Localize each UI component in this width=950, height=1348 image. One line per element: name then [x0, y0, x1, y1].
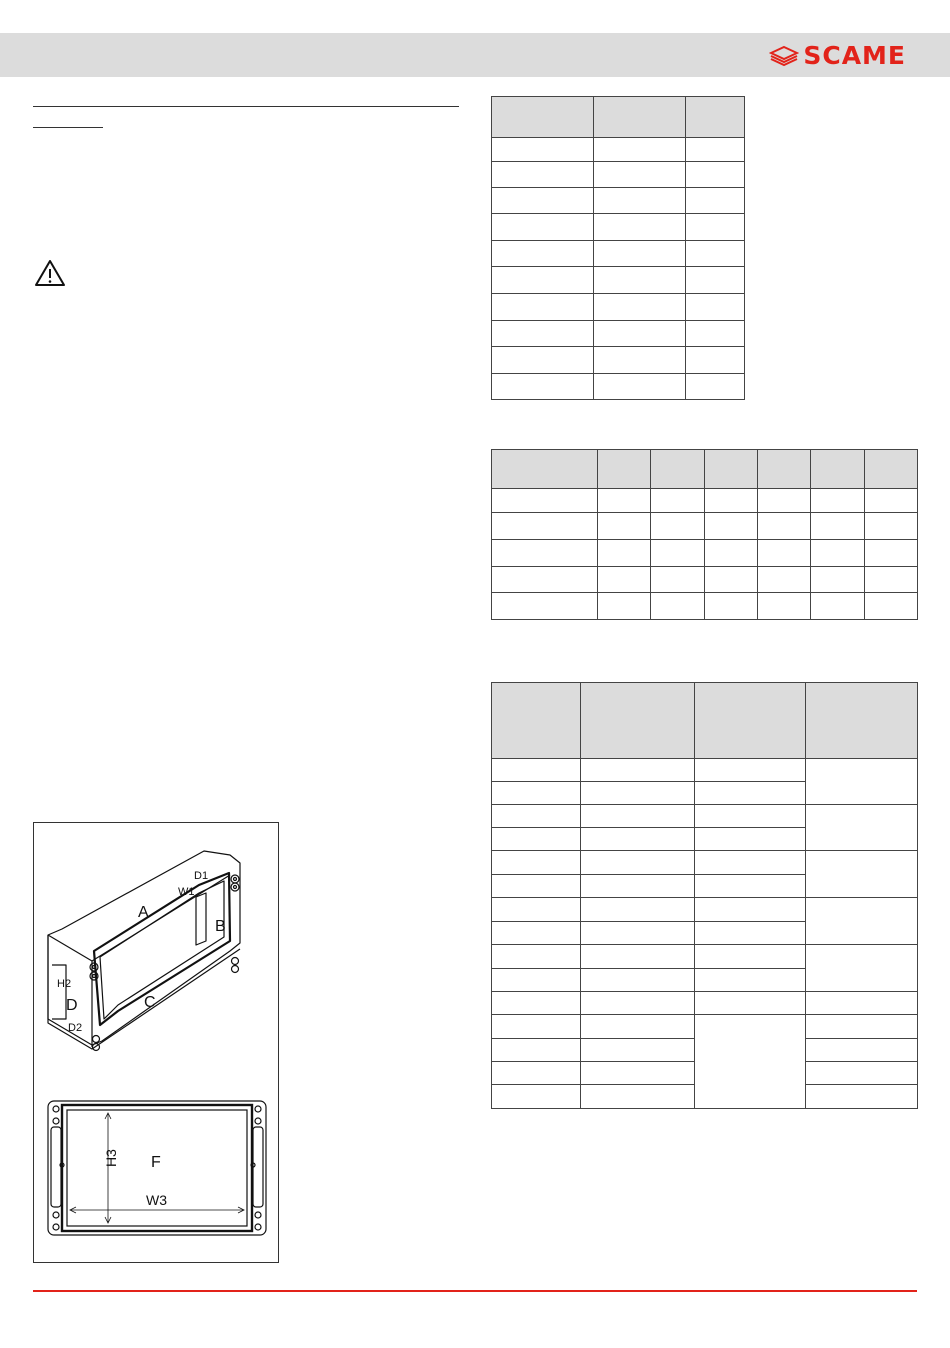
table-row — [492, 138, 745, 162]
table-cell — [686, 374, 745, 400]
table-cell — [581, 782, 694, 805]
brand-logo — [769, 43, 906, 69]
table-cell — [492, 945, 581, 969]
table-cell — [805, 1039, 917, 1062]
table-3 — [491, 682, 918, 1109]
table-cell — [704, 540, 757, 567]
table-cell — [686, 347, 745, 374]
table-cell — [594, 241, 686, 267]
label-w1: W1 — [178, 886, 195, 898]
table-cell — [581, 898, 694, 922]
table-cell — [492, 1015, 581, 1039]
table-cell — [492, 1062, 581, 1085]
table-cell — [594, 294, 686, 321]
table-row — [492, 374, 745, 400]
table-row — [492, 489, 918, 513]
table-cell — [805, 1062, 917, 1085]
enclosure-plan-labels — [103, 1149, 167, 1208]
table-cell — [597, 513, 650, 540]
table-1-header-cell — [594, 97, 686, 138]
warning-triangle-icon — [34, 259, 66, 287]
table-cell — [594, 321, 686, 347]
table-cell — [805, 851, 917, 898]
table-cell — [581, 805, 694, 828]
table-2-header-cell — [492, 450, 598, 489]
table-cell — [757, 513, 810, 540]
table-cell — [594, 138, 686, 162]
table-cell — [805, 1015, 917, 1039]
table-cell — [805, 945, 917, 992]
table-cell — [704, 513, 757, 540]
brand-logo-icon — [769, 45, 799, 67]
table-cell — [492, 875, 581, 898]
table-cell — [594, 188, 686, 214]
table-cell — [581, 851, 694, 875]
table-cell — [594, 214, 686, 241]
table-cell — [686, 214, 745, 241]
table-cell — [492, 851, 581, 875]
table-3-header-cell — [492, 683, 581, 759]
table-2-header-cell — [704, 450, 757, 489]
table-cell — [651, 489, 704, 513]
table-cell — [492, 969, 581, 992]
table-cell — [492, 513, 598, 540]
enclosure-drawing — [34, 823, 278, 1262]
table-cell — [864, 593, 917, 620]
table-cell — [864, 513, 917, 540]
table-cell — [492, 241, 594, 267]
label-f: F — [151, 1154, 161, 1171]
table-cell — [686, 241, 745, 267]
table-cell — [492, 992, 581, 1015]
table-row — [492, 759, 918, 782]
table-row — [492, 945, 918, 969]
label-a: A — [138, 904, 149, 921]
table-cell — [805, 759, 917, 805]
table-cell — [492, 922, 581, 945]
table-2-header-cell — [811, 450, 864, 489]
table-3-header-cell — [694, 683, 805, 759]
table-3-header-cell — [805, 683, 917, 759]
table-row — [492, 898, 918, 922]
table-cell — [694, 1015, 805, 1109]
table-cell — [594, 162, 686, 188]
table-cell — [492, 347, 594, 374]
table-cell — [581, 1015, 694, 1039]
table-row — [492, 162, 745, 188]
table-cell — [704, 489, 757, 513]
table-row — [492, 992, 918, 1015]
table-cell — [686, 294, 745, 321]
table-cell — [597, 567, 650, 593]
table-cell — [757, 540, 810, 567]
table-cell — [581, 1085, 694, 1109]
table-cell — [805, 898, 917, 945]
table-cell — [811, 567, 864, 593]
table-cell — [581, 945, 694, 969]
table-cell — [597, 593, 650, 620]
table-cell — [492, 374, 594, 400]
table-cell — [811, 489, 864, 513]
table-row — [492, 851, 918, 875]
table-cell — [805, 805, 917, 851]
table-cell — [694, 875, 805, 898]
footer-rule — [33, 1290, 917, 1292]
label-b: B — [215, 918, 226, 935]
table-cell — [694, 828, 805, 851]
table-cell — [811, 593, 864, 620]
table-cell — [757, 567, 810, 593]
table-cell — [864, 567, 917, 593]
table-cell — [581, 992, 694, 1015]
table-cell — [811, 513, 864, 540]
label-h2: H2 — [57, 978, 72, 990]
table-2-header-cell — [757, 450, 810, 489]
table-row — [492, 805, 918, 828]
label-c: C — [144, 994, 156, 1011]
table-cell — [492, 805, 581, 828]
table-cell — [492, 138, 594, 162]
table-cell — [686, 138, 745, 162]
table-cell — [805, 992, 917, 1015]
table-row — [492, 567, 918, 593]
table-row — [492, 294, 745, 321]
table-cell — [694, 922, 805, 945]
table-row — [492, 1015, 918, 1039]
table-row — [492, 513, 918, 540]
table-2 — [491, 449, 918, 620]
table-row — [492, 241, 745, 267]
table-1-header-cell — [686, 97, 745, 138]
table-cell — [651, 513, 704, 540]
table-1-header-cell — [492, 97, 594, 138]
table-cell — [492, 162, 594, 188]
table-cell — [581, 1039, 694, 1062]
table-cell — [686, 267, 745, 294]
table-cell — [492, 540, 598, 567]
table-3-header-cell — [581, 683, 694, 759]
table-cell — [686, 188, 745, 214]
table-cell — [694, 898, 805, 922]
table-cell — [864, 540, 917, 567]
table-cell — [694, 782, 805, 805]
table-cell — [694, 805, 805, 828]
table-row — [492, 347, 745, 374]
table-cell — [594, 267, 686, 294]
table-cell — [805, 1085, 917, 1109]
table-cell — [492, 1039, 581, 1062]
table-cell — [651, 593, 704, 620]
table-cell — [492, 267, 594, 294]
label-w3: W3 — [146, 1192, 167, 1208]
table-cell — [581, 875, 694, 898]
table-cell — [811, 540, 864, 567]
table-cell — [581, 969, 694, 992]
table-cell — [492, 294, 594, 321]
table-1 — [491, 96, 745, 400]
table-cell — [492, 828, 581, 851]
table-row — [492, 214, 745, 241]
title-rule — [33, 106, 459, 107]
table-cell — [581, 922, 694, 945]
table-row — [492, 540, 918, 567]
table-cell — [597, 540, 650, 567]
subtitle-rule — [33, 127, 103, 128]
table-cell — [694, 945, 805, 969]
table-row — [492, 321, 745, 347]
table-cell — [704, 593, 757, 620]
table-cell — [492, 321, 594, 347]
table-cell — [581, 759, 694, 782]
table-2-header-cell — [864, 450, 917, 489]
table-cell — [581, 1062, 694, 1085]
label-d2: D2 — [68, 1022, 83, 1034]
table-cell — [757, 489, 810, 513]
table-cell — [492, 188, 594, 214]
table-cell — [686, 162, 745, 188]
table-row — [492, 593, 918, 620]
table-cell — [492, 1085, 581, 1109]
table-cell — [492, 593, 598, 620]
table-cell — [651, 540, 704, 567]
table-row — [492, 267, 745, 294]
table-cell — [492, 782, 581, 805]
table-cell — [492, 214, 594, 241]
table-cell — [686, 321, 745, 347]
table-cell — [864, 489, 917, 513]
table-2-header-cell — [651, 450, 704, 489]
brand-name: SCAME — [803, 41, 906, 70]
table-cell — [694, 992, 805, 1015]
table-cell — [694, 969, 805, 992]
table-cell — [492, 898, 581, 922]
label-h3: H3 — [103, 1149, 119, 1167]
table-cell — [581, 828, 694, 851]
table-cell — [694, 759, 805, 782]
enclosure-figure — [33, 822, 279, 1263]
table-cell — [492, 567, 598, 593]
table-row — [492, 188, 745, 214]
table-cell — [492, 489, 598, 513]
label-d1: D1 — [194, 870, 209, 882]
table-cell — [651, 567, 704, 593]
table-cell — [492, 759, 581, 782]
table-cell — [594, 347, 686, 374]
table-cell — [704, 567, 757, 593]
table-cell — [694, 851, 805, 875]
enclosure-3d-view — [48, 851, 240, 1051]
table-2-header-cell — [597, 450, 650, 489]
table-cell — [594, 374, 686, 400]
label-d: D — [66, 997, 78, 1014]
table-cell — [757, 593, 810, 620]
table-cell — [597, 489, 650, 513]
